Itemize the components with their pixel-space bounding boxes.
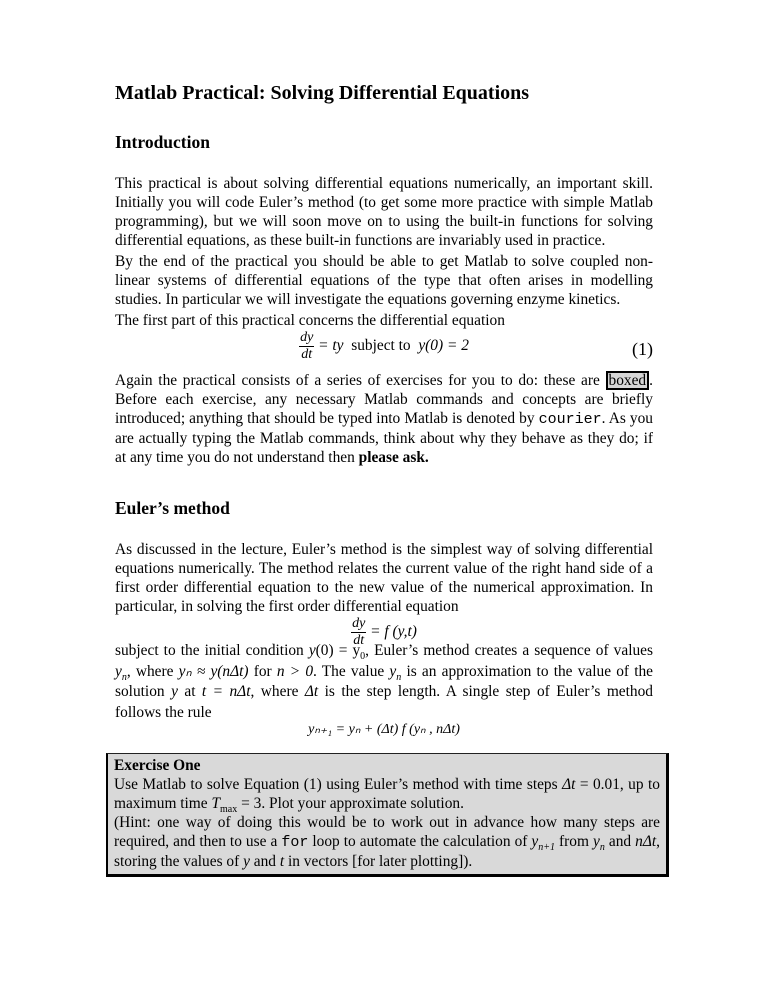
equation-1-rhs: = ty	[318, 337, 344, 355]
document-title: Matlab Practical: Solving Differential Equations	[115, 82, 530, 104]
heading-eulers-method: Euler’s method	[115, 498, 230, 518]
intro-paragraph-1: This practical is about solving differential equations numerically, an important skill. Initially you will code Euler’s method (to get some more practice with simple Matlab programming), but we will soon move on to using the built-in functions for solving differential equations, as these built-in functions are invariably used in practice.	[115, 175, 653, 249]
euler-paragraph-1: As discussed in the lecture, Euler’s method is the simplest way of solving differential equations numerically. The method relates the current value of the right hand side of a first order differential equation to the new value of the numerical approximation. In particular, in solving the first order differential equation	[115, 541, 653, 615]
fraction-dy-dt-2: $\frac{dy}{dt}$	[352, 616, 366, 648]
equation-2-rhs: = f (y,t)	[370, 623, 417, 641]
boxed-word-sample: boxed	[606, 371, 650, 390]
equation-1-subject-to: subject to	[351, 337, 411, 355]
euler-paragraph-2: subject to the initial condition $y(0) = y_0$, Euler’s method creates a sequence of values $y_n$, where yₙ ≈ y(nΔt) for n > 0. The value $y_n$ is an approximation to the value of the solution y at t = nΔt, where Δt is the step length. A single step of Euler’s method follows the rule	[115, 642, 654, 721]
fraction-dy-dt: $\frac{dy}{dt}$	[300, 330, 314, 362]
equation-1-condition: y(0) = 2	[418, 337, 469, 355]
equation-1	[115, 330, 653, 363]
intro-paragraph-3: The first part of this practical concerns the differential equation	[115, 312, 505, 329]
intro-paragraph-4: Again the practical consists of a series of exercises for you to do: these are boxed . Before each exercise, any necessary Matlab commands and concepts are briefly introduced; anything that should be typed into Matlab is denoted by courier. As you are actually typing the Matlab commands, think about why they behave as they do; if at any time you do not understand then please ask.	[115, 372, 653, 466]
for-loop-code: for	[281, 834, 309, 851]
intro-paragraph-2: By the end of the practical you should be able to get Matlab to solve coupled non-linear systems of differential equations of the type that often arises in modelling studies. In particular we will investigate the equations governing enzyme kinetics.	[115, 253, 653, 308]
courier-word-sample: courier	[538, 411, 602, 428]
please-ask-emphasis: please ask.	[358, 449, 429, 466]
exercise-one-title: Exercise One	[114, 757, 201, 774]
equation-1-number: (1)	[632, 339, 653, 359]
heading-introduction: Introduction	[115, 132, 210, 152]
exercise-one-box: Exercise One Use Matlab to solve Equation (1) using Euler’s method with time steps Δt = 0.01, up to maximum time $T_{max} = 3$. Plot your approximate solution. (Hint: one way of doing this would be to work out in advance how many steps are required, and then to use a for loop to automate the calculation of $y_{n+1}$ from $y_n$ and nΔt, storing the values of y and t in vectors [for later plotting]).	[106, 753, 669, 877]
approx-expression: yₙ ≈ y(nΔt)	[178, 662, 249, 680]
equation-3: yₙ₊₁ = yₙ + (Δt) f (yₙ , nΔt)	[308, 722, 460, 737]
